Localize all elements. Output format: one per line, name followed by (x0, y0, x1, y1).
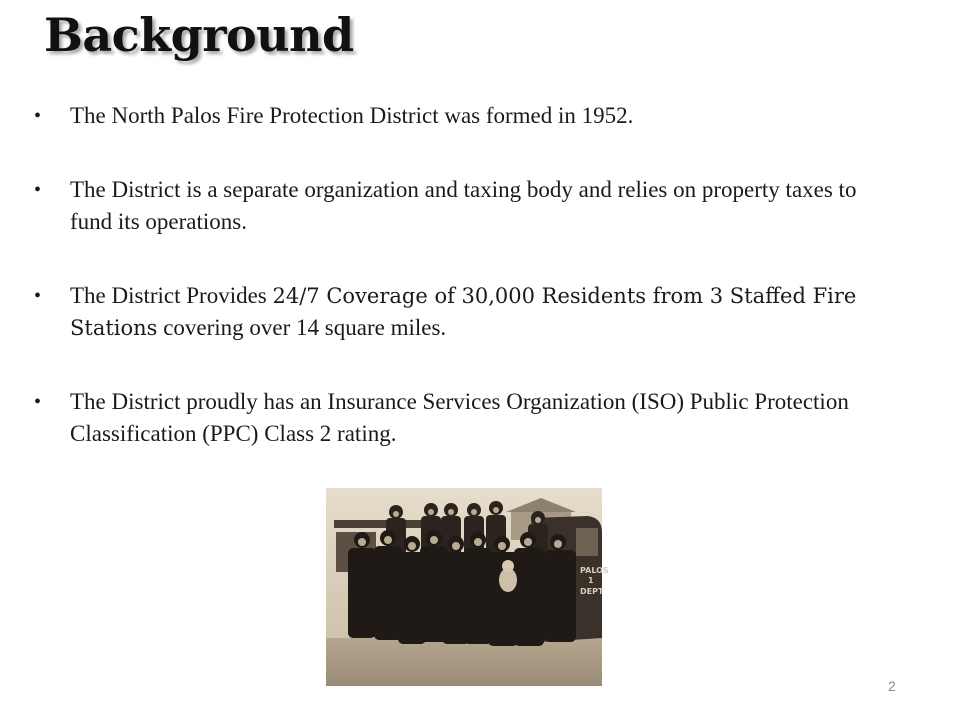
bullet-marker: • (34, 391, 42, 413)
svg-text:DEPT: DEPT (580, 587, 604, 596)
bullet-item (34, 386, 884, 450)
bullet-emphasis-text: 24/7 Coverage of 30,000 Residents from 3 Staffed Fire Stations (70, 284, 857, 340)
bullet-text: The District proudly has an Insurance Services Organization (ISO) Public Protection Classification (PPC) Class 2 rating. (70, 389, 849, 446)
slide-title: Background (44, 8, 354, 62)
bullet-item (34, 174, 884, 238)
bullet-marker: • (34, 179, 42, 201)
bullet-item (34, 100, 884, 132)
svg-text:PALOS: PALOS (580, 566, 609, 575)
bullet-text: The North Palos Fire Protection District was formed in 1952. (70, 103, 634, 128)
bullet-marker: • (34, 285, 42, 307)
page-number: 2 (888, 678, 896, 694)
bullet-marker: • (34, 105, 42, 127)
bullet-text-part: covering over 14 square miles. (157, 315, 447, 340)
bullet-text-part: The District Provides (70, 283, 273, 308)
bullet-text: The District is a separate organization and taxing body and relies on property taxes to fund its operations. (70, 177, 857, 234)
bullet-item (34, 280, 884, 344)
svg-text:1: 1 (588, 576, 594, 585)
bullet-list (34, 100, 884, 492)
firefighters-photo (326, 488, 609, 686)
